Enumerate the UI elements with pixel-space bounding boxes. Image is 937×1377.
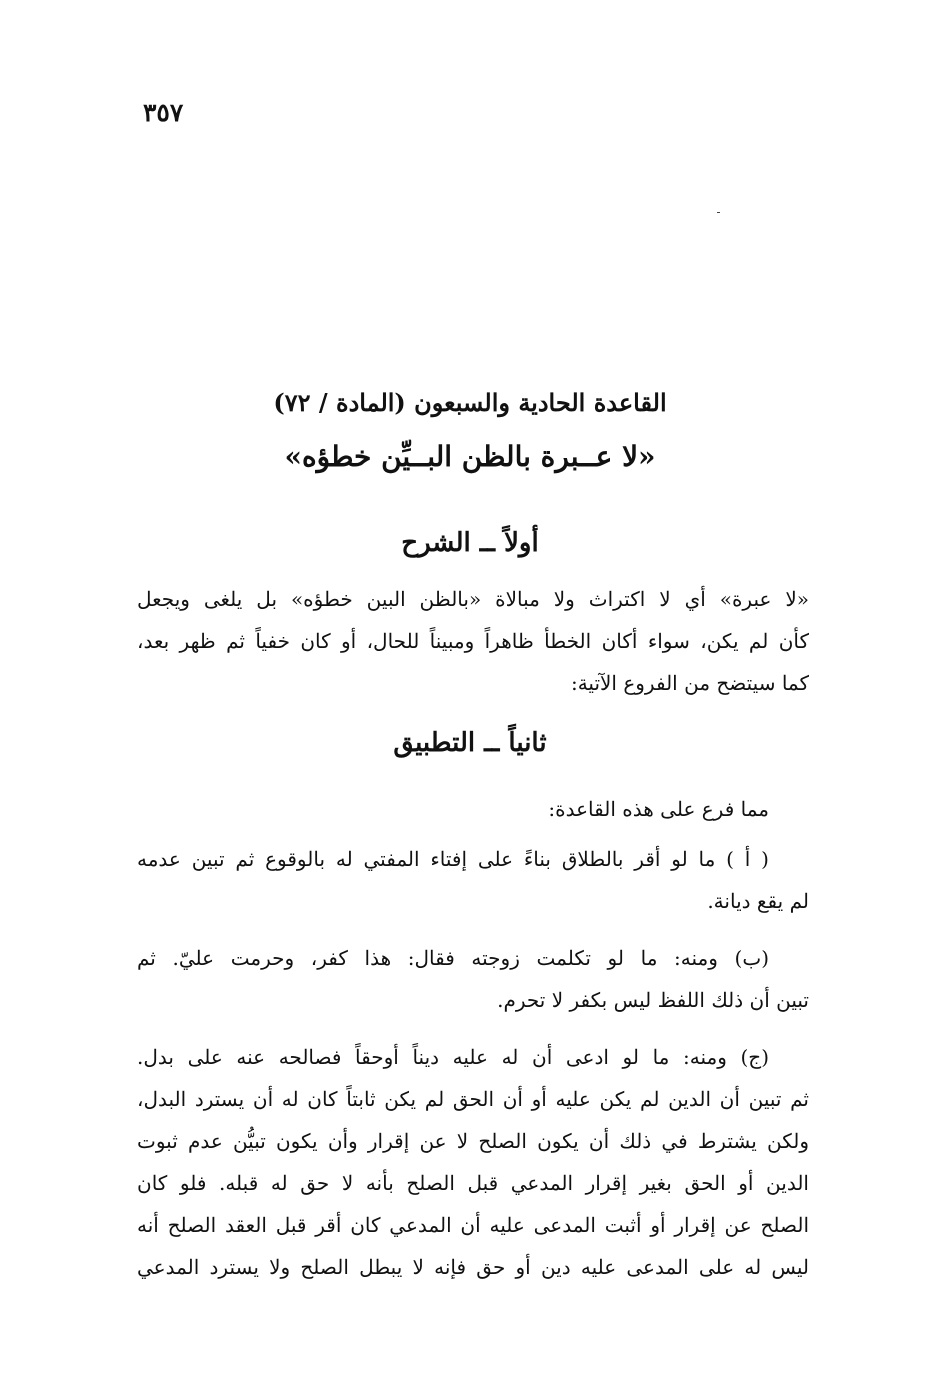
rule-title: القاعدة الحادية والسبعون (المادة / ٧٢) <box>273 388 667 417</box>
text-line: ثم تبين أن الدين لم يكن عليه أو أن الحق لم يكن ثابتاً كان له أن يسترد البدل، <box>137 1087 809 1111</box>
application-item-a <box>137 838 809 922</box>
page-number: ٣٥٧ <box>143 98 184 127</box>
section-heading-application: ثانياً ــ التطبيق <box>393 728 547 758</box>
text-line: تبين أن ذلك اللفظ ليس بكفر لا تحرم. <box>497 988 809 1012</box>
application-intro <box>137 788 809 830</box>
text-line: (ب) ومنه: ما لو تكلمت زوجته فقال: هذا كفر، وحرمت عليّ. ثم <box>137 946 769 970</box>
text-line: كأن لم يكن، سواء أكان الخطأ ظاهراً ومبيناً للحال، أو كان خفياً ثم ظهر بعد، <box>137 629 809 653</box>
text-line: ( أ ) ما لو أقر بالطلاق بناءً على إفتاء المفتي له بالوقوع ثم تبين عدمه <box>137 847 769 871</box>
text-line: الدين أو الحق بغير إقرار المدعي قبل الصلح بأنه لا حق له قبله. فلو كان <box>137 1171 809 1195</box>
text-line: لم يقع ديانة. <box>707 889 809 913</box>
text-line: كما سيتضح من الفروع الآتية: <box>570 671 809 695</box>
text-line: مما فرع على هذه القاعدة: <box>548 797 769 821</box>
text-line: «لا عبرة» أي لا اكتراث ولا مبالاة «بالظن البين خطؤه» بل يلغى ويجعل <box>137 587 809 611</box>
rule-maxim: «لا عــبرة بالظن البــيِّن خطؤه» <box>284 440 656 473</box>
application-item-c <box>137 1036 809 1288</box>
text-line: (ج) ومنه: ما لو ادعى أن له عليه ديناً أوحقاً فصالحه عنه على بدل. <box>137 1045 769 1069</box>
text-line: الصلح عن إقرار أو أثبت المدعى عليه أن المدعي كان أقر قبل العقد الصلح أنه <box>137 1213 809 1237</box>
text-line: ليس له على المدعى عليه دين أو حق فإنه لا يبطل الصلح ولا يسترد المدعي <box>137 1255 809 1279</box>
scan-speck <box>717 212 720 213</box>
text-line: ولكن يشترط في ذلك أن يكون الصلح لا عن إقرار وأن يكون تبيُّن عدم ثبوت <box>137 1129 809 1153</box>
application-item-b <box>137 937 809 1021</box>
section-heading-explanation: أولاً ــ الشرح <box>401 528 539 558</box>
explanation-paragraph <box>137 578 809 704</box>
